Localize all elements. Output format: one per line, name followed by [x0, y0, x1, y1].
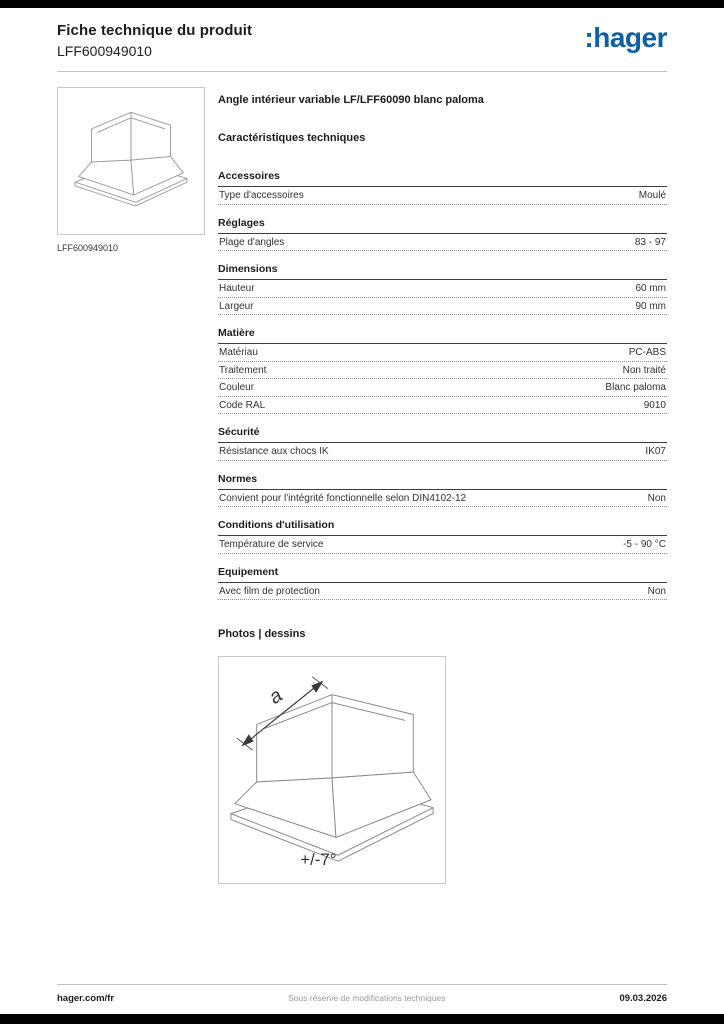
section-title: Equipement [218, 566, 667, 583]
spec-value: Moulé [638, 190, 666, 201]
section-title: Normes [218, 473, 667, 490]
section-title: Réglages [218, 217, 667, 234]
page-footer [0, 984, 724, 1014]
product-name: Angle intérieur variable LF/LFF60090 blanc paloma [218, 94, 484, 106]
spec-value: 90 mm [635, 300, 666, 312]
header-text-block [57, 22, 252, 59]
spec-row [218, 490, 667, 508]
spec-label: Résistance aux chocs IK [219, 446, 329, 457]
spec-value: 83 - 97 [634, 236, 666, 248]
spec-label: Plage d'angles [219, 236, 285, 248]
spec-row [218, 187, 667, 205]
spec-value: Non traité [622, 364, 666, 376]
spec-value: -5 - 90 °C [623, 539, 666, 550]
hager-logo: :hager [584, 22, 667, 53]
product-thumbnail [57, 87, 205, 235]
spec-label: Avec film de protection [219, 585, 320, 597]
spec-label: Couleur [219, 382, 255, 393]
product-image-column [57, 87, 205, 884]
section-equipement [218, 566, 667, 601]
product-corner-drawing-icon [64, 94, 198, 228]
top-black-bar [0, 0, 724, 8]
spec-column [218, 87, 667, 884]
angle-range-label: +/-7° [300, 850, 337, 870]
spec-label: Type d'accessoires [219, 190, 304, 201]
page-header [57, 8, 667, 59]
spec-value: Blanc paloma [605, 382, 666, 393]
spec-value: Non [647, 492, 666, 504]
spec-label: Matériau [219, 347, 258, 358]
section-title: Matière [218, 327, 667, 344]
spec-label: Code RAL [219, 399, 266, 411]
section-title: Conditions d'utilisation [218, 519, 667, 536]
spec-row [218, 298, 667, 316]
corner-piece-dimension-drawing [219, 657, 445, 883]
spec-row [218, 234, 667, 252]
spec-label: Température de service [219, 539, 324, 550]
spec-row [218, 280, 667, 298]
section-title: Sécurité [218, 426, 667, 443]
spec-row [218, 344, 667, 362]
spec-label: Convient pour l'intégrité fonctionnelle selon DIN4102-12 [219, 492, 467, 504]
footer-website: hager.com/fr [57, 993, 115, 1004]
spec-row [218, 379, 667, 397]
section-dimensions [218, 263, 667, 315]
thumbnail-caption: LFF600949010 [57, 243, 119, 253]
footer-disclaimer: Sous réserve de modifications techniques [288, 993, 446, 1003]
section-normes [218, 473, 667, 508]
spec-label: Largeur [219, 300, 254, 312]
spec-row [218, 443, 667, 461]
spec-value: IK07 [645, 446, 666, 457]
spec-value: PC-ABS [628, 347, 666, 358]
spec-label: Hauteur [219, 283, 255, 294]
section-title: Accessoires [218, 170, 667, 187]
photos-heading: Photos | dessins [218, 628, 306, 640]
footer-date: 09.03.2026 [619, 993, 667, 1004]
section-conditions-utilisation [218, 519, 667, 554]
characteristics-heading: Caractéristiques techniques [218, 132, 366, 144]
spec-value: Non [647, 585, 666, 597]
section-title: Dimensions [218, 263, 667, 280]
page-title: Fiche technique du produit [57, 22, 253, 39]
section-securite [218, 426, 667, 461]
section-reglages [218, 217, 667, 252]
product-reference: LFF600949010 [57, 43, 152, 59]
section-accessoires [218, 170, 667, 205]
spec-row [218, 536, 667, 554]
technical-drawing [218, 656, 446, 884]
spec-value: 60 mm [635, 283, 666, 294]
spec-row [218, 397, 667, 415]
bottom-black-bar [0, 1014, 724, 1024]
dimension-a-label: a [265, 684, 287, 709]
spec-row [218, 362, 667, 380]
section-matiere [218, 327, 667, 414]
spec-row [218, 583, 667, 601]
spec-label: Traitement [219, 364, 267, 376]
spec-value: 9010 [643, 399, 666, 411]
